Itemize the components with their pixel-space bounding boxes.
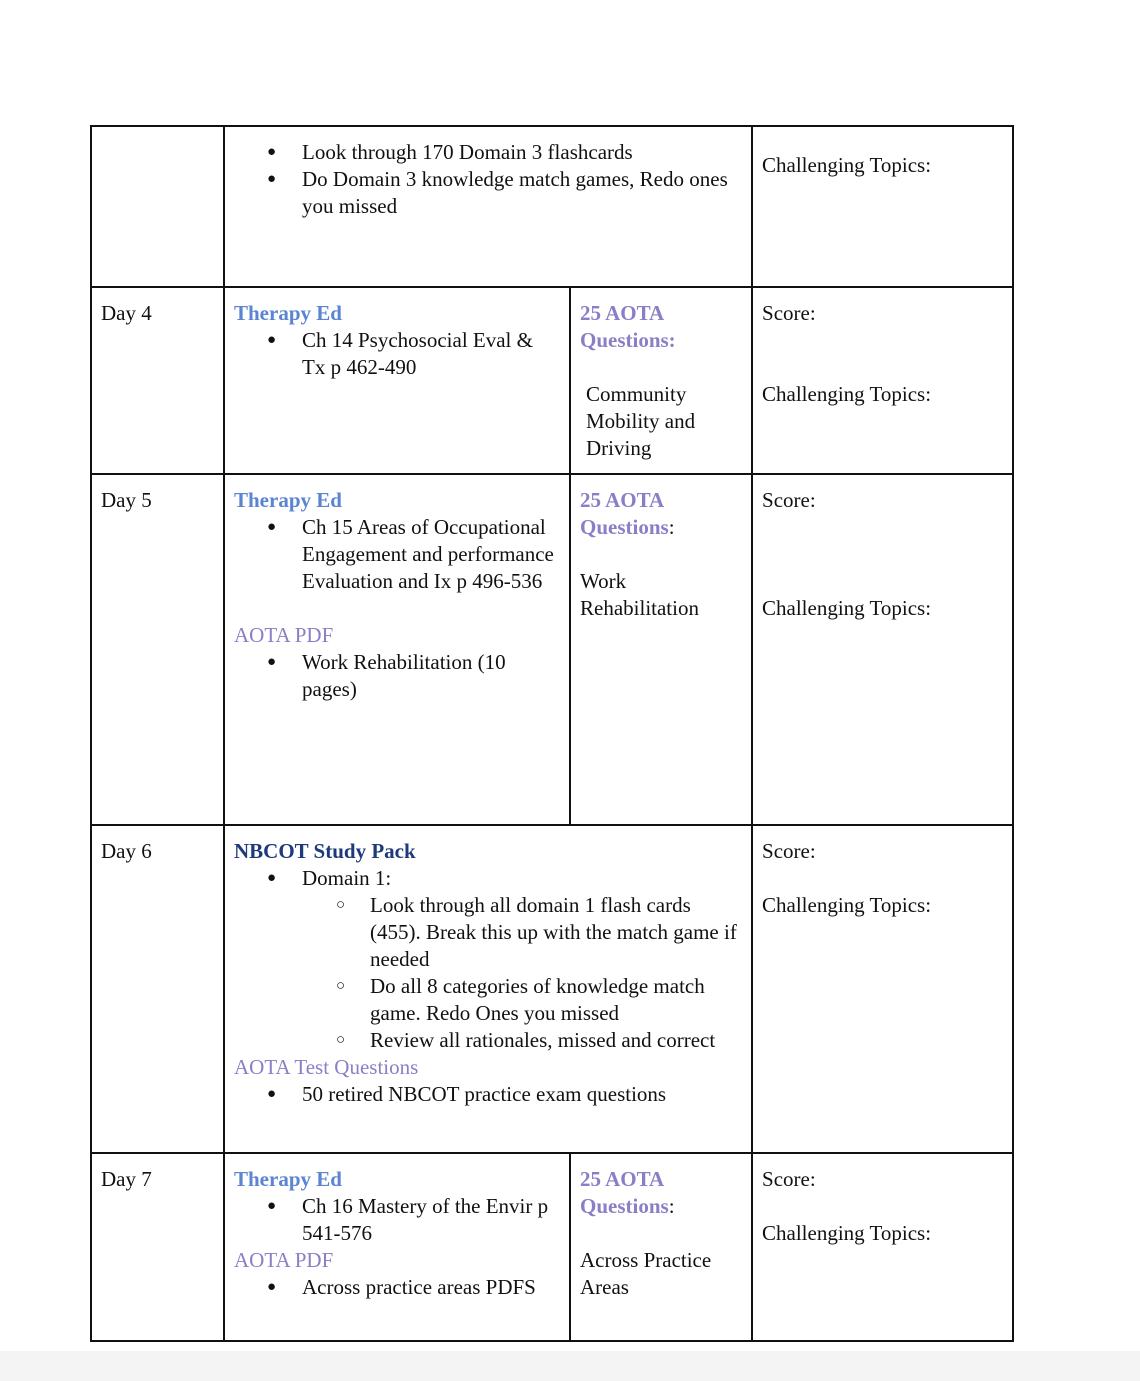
questions-topic: Across Practice Areas xyxy=(580,1248,712,1299)
day-cell xyxy=(91,1153,224,1341)
notes-cell xyxy=(752,287,1013,474)
score-label: Score: xyxy=(762,1167,816,1191)
questions-cell xyxy=(570,474,752,825)
questions-heading xyxy=(580,1166,742,1220)
day-cell xyxy=(91,126,224,287)
day-label: Day 7 xyxy=(101,1167,152,1191)
questions-topic: Work Rehabilitation xyxy=(580,569,699,620)
study-plan-table xyxy=(90,125,1014,1342)
list-item xyxy=(302,865,742,1054)
section-heading: AOTA PDF xyxy=(234,623,334,647)
study-list xyxy=(234,865,742,1054)
list-item: ● Work Rehabilitation (10 pages) xyxy=(302,649,560,703)
section-heading: Therapy Ed xyxy=(234,488,342,512)
study-list xyxy=(234,139,742,220)
study-list xyxy=(234,1081,742,1108)
list-item: ● Ch 14 Psychosocial Eval & Tx p 462-490 xyxy=(302,327,560,381)
day-cell xyxy=(91,287,224,474)
challenging-topics-label: Challenging Topics: xyxy=(762,153,932,177)
sub-list xyxy=(302,892,742,1054)
notes-cell xyxy=(752,1153,1013,1341)
challenging-topics-label: Challenging Topics: xyxy=(762,1221,932,1245)
study-list xyxy=(234,327,560,381)
score-label: Score: xyxy=(762,488,816,512)
questions-heading: 25 AOTA Questions: xyxy=(580,301,676,352)
sub-list-item: ○ Look through all domain 1 flash cards (455). Break this up with the match game if needed xyxy=(370,892,742,973)
study-list xyxy=(234,514,560,595)
study-list xyxy=(234,649,560,703)
questions-heading-colon: : xyxy=(668,515,675,539)
list-item: ● Across practice areas PDFS xyxy=(302,1274,560,1301)
section-heading: Therapy Ed xyxy=(234,1167,342,1191)
list-item: ● Do Domain 3 knowledge match games, Redo ones you missed xyxy=(302,166,742,220)
questions-cell xyxy=(570,1153,752,1341)
list-item: ● Look through 170 Domain 3 flashcards xyxy=(302,139,742,166)
section-heading: AOTA Test Questions xyxy=(234,1055,419,1079)
questions-topic: Community Mobility and Driving xyxy=(586,382,696,460)
section-heading: AOTA PDF xyxy=(234,1248,334,1272)
table-row xyxy=(91,474,1013,825)
questions-heading-colon: : xyxy=(668,1194,675,1218)
list-item-label: Domain 1: xyxy=(302,866,392,890)
study-list xyxy=(234,1193,560,1247)
sub-list-item: ○ Do all 8 categories of knowledge match game. Redo Ones you missed xyxy=(370,973,742,1027)
sub-list-item: ○ Review all rationales, missed and correct xyxy=(370,1027,742,1054)
page-bottom-strip xyxy=(0,1351,1140,1381)
challenging-topics-label: Challenging Topics: xyxy=(762,382,932,406)
list-item: ● 50 retired NBCOT practice exam questions xyxy=(302,1081,742,1108)
day-label: Day 6 xyxy=(101,839,152,863)
list-item: ● Ch 16 Mastery of the Envir p 541-576 xyxy=(302,1193,560,1247)
study-cell xyxy=(224,126,752,287)
table-row xyxy=(91,825,1013,1153)
study-list xyxy=(234,1274,560,1301)
table-row xyxy=(91,287,1013,474)
questions-heading-text: 25 AOTA Questions xyxy=(580,1167,669,1218)
questions-cell xyxy=(570,287,752,474)
challenging-topics-label: Challenging Topics: xyxy=(762,596,932,620)
table-row xyxy=(91,126,1013,287)
section-heading: Therapy Ed xyxy=(234,301,342,325)
list-item: ● Ch 15 Areas of Occupational Engagement and performance Evaluation and Ix p 496-536 xyxy=(302,514,560,595)
study-cell xyxy=(224,1153,570,1341)
notes-cell xyxy=(752,474,1013,825)
day-label: Day 4 xyxy=(101,301,152,325)
questions-heading xyxy=(580,487,742,541)
questions-heading-text: 25 AOTA Questions xyxy=(580,488,669,539)
study-cell xyxy=(224,825,752,1153)
study-cell xyxy=(224,287,570,474)
study-cell xyxy=(224,474,570,825)
notes-cell xyxy=(752,825,1013,1153)
challenging-topics-label: Challenging Topics: xyxy=(762,893,932,917)
score-label: Score: xyxy=(762,839,816,863)
table-row xyxy=(91,1153,1013,1341)
day-cell xyxy=(91,825,224,1153)
day-label: Day 5 xyxy=(101,488,152,512)
section-heading: NBCOT Study Pack xyxy=(234,839,416,863)
notes-cell xyxy=(752,126,1013,287)
day-cell xyxy=(91,474,224,825)
score-label: Score: xyxy=(762,301,816,325)
